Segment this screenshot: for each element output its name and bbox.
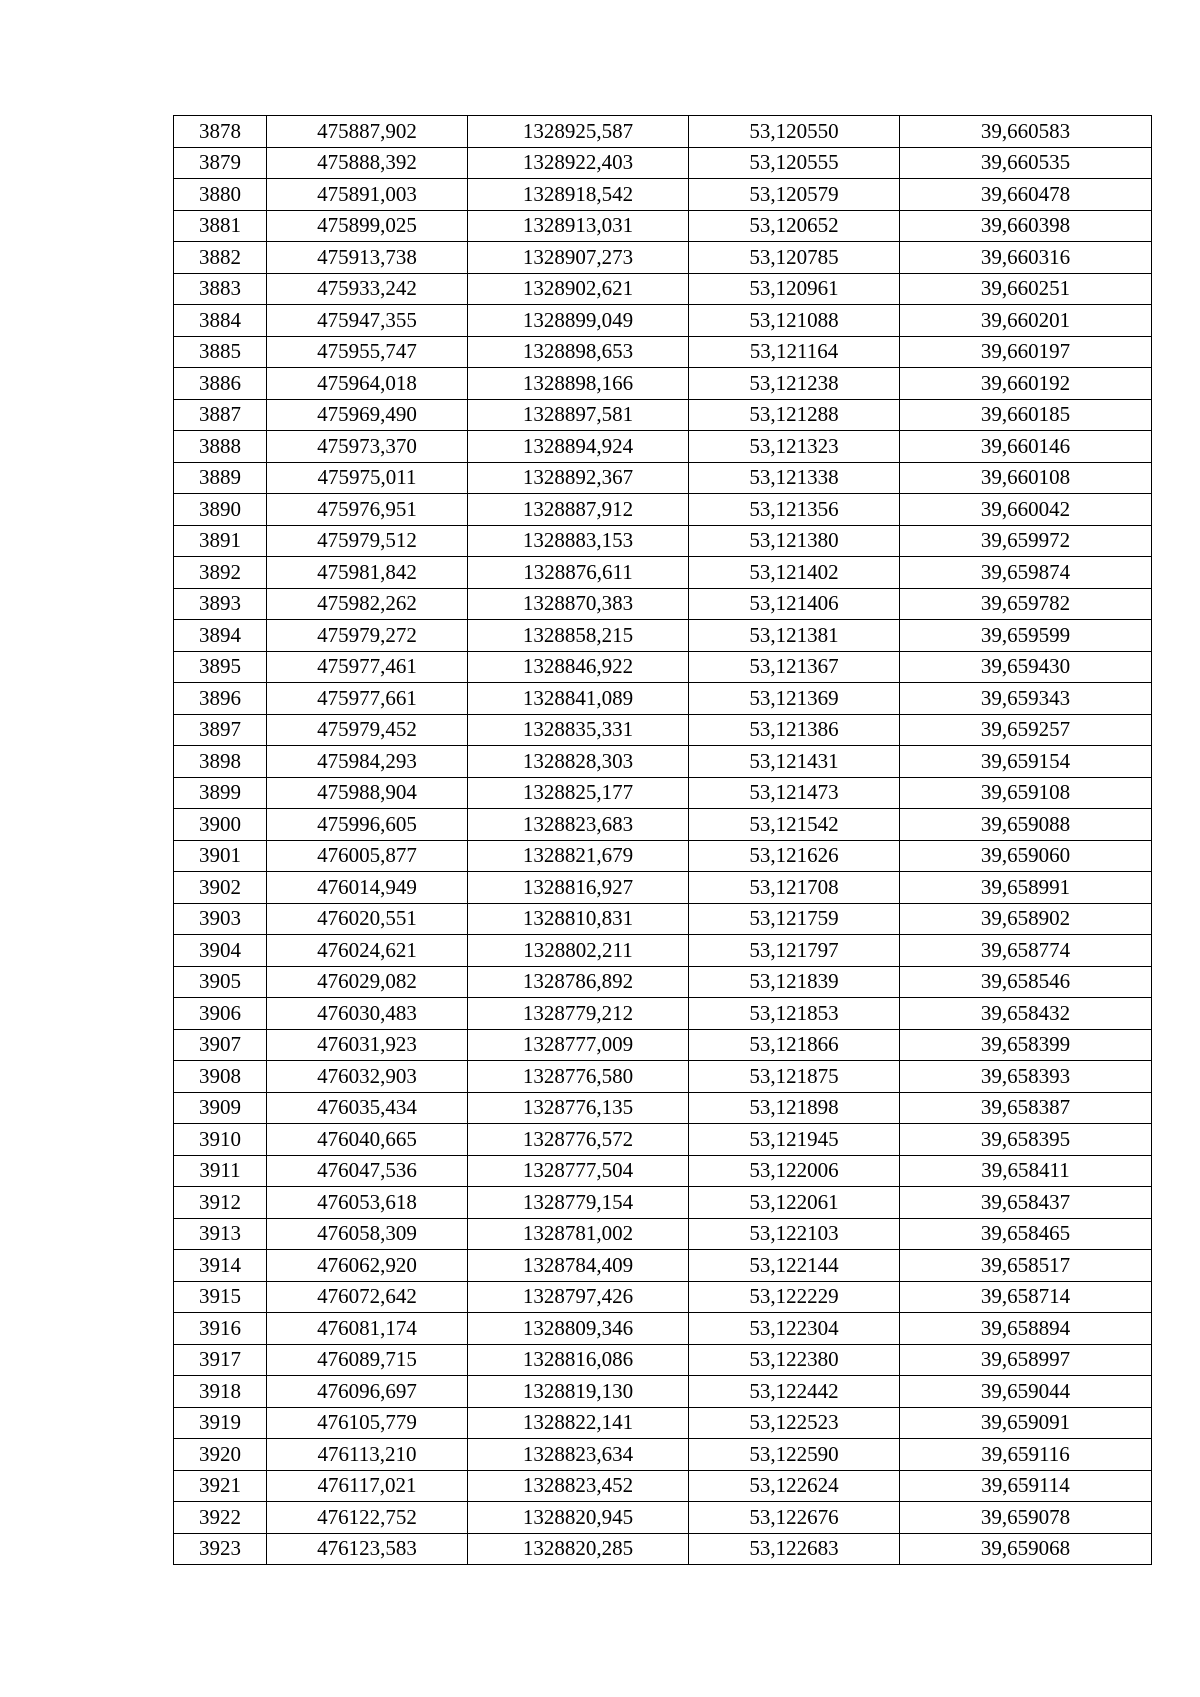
- y-coordinate-cell: 1328913,031: [468, 210, 689, 242]
- x-coordinate-cell: 476122,752: [267, 1502, 468, 1534]
- latitude-cell: 53,121853: [689, 998, 900, 1030]
- x-coordinate-cell: 475979,452: [267, 714, 468, 746]
- latitude-cell: 53,122676: [689, 1502, 900, 1534]
- x-coordinate-cell: 475888,392: [267, 147, 468, 179]
- y-coordinate-cell: 1328776,135: [468, 1092, 689, 1124]
- x-coordinate-cell: 475955,747: [267, 336, 468, 368]
- coordinates-table-body: [174, 116, 1152, 1565]
- table-row: [174, 1439, 1152, 1471]
- x-coordinate-cell: 476040,665: [267, 1124, 468, 1156]
- point-number-cell: 3907: [174, 1029, 267, 1061]
- latitude-cell: 53,120961: [689, 273, 900, 305]
- table-row: [174, 935, 1152, 967]
- x-coordinate-cell: 475982,262: [267, 588, 468, 620]
- x-coordinate-cell: 475988,904: [267, 777, 468, 809]
- point-number-cell: 3906: [174, 998, 267, 1030]
- latitude-cell: 53,122683: [689, 1533, 900, 1565]
- latitude-cell: 53,120550: [689, 116, 900, 148]
- point-number-cell: 3910: [174, 1124, 267, 1156]
- point-number-cell: 3908: [174, 1061, 267, 1093]
- longitude-cell: 39,660192: [900, 368, 1152, 400]
- y-coordinate-cell: 1328819,130: [468, 1376, 689, 1408]
- table-row: [174, 1092, 1152, 1124]
- latitude-cell: 53,122229: [689, 1281, 900, 1313]
- point-number-cell: 3914: [174, 1250, 267, 1282]
- latitude-cell: 53,120785: [689, 242, 900, 274]
- table-row: [174, 336, 1152, 368]
- longitude-cell: 39,658714: [900, 1281, 1152, 1313]
- point-number-cell: 3883: [174, 273, 267, 305]
- x-coordinate-cell: 475996,605: [267, 809, 468, 841]
- y-coordinate-cell: 1328907,273: [468, 242, 689, 274]
- latitude-cell: 53,120579: [689, 179, 900, 211]
- y-coordinate-cell: 1328846,922: [468, 651, 689, 683]
- point-number-cell: 3912: [174, 1187, 267, 1219]
- table-row: [174, 1187, 1152, 1219]
- y-coordinate-cell: 1328776,580: [468, 1061, 689, 1093]
- table-row: [174, 840, 1152, 872]
- y-coordinate-cell: 1328816,086: [468, 1344, 689, 1376]
- table-row: [174, 1470, 1152, 1502]
- table-row: [174, 242, 1152, 274]
- longitude-cell: 39,660108: [900, 462, 1152, 494]
- longitude-cell: 39,659782: [900, 588, 1152, 620]
- table-row: [174, 651, 1152, 683]
- y-coordinate-cell: 1328823,452: [468, 1470, 689, 1502]
- x-coordinate-cell: 476031,923: [267, 1029, 468, 1061]
- x-coordinate-cell: 476062,920: [267, 1250, 468, 1282]
- x-coordinate-cell: 476053,618: [267, 1187, 468, 1219]
- longitude-cell: 39,658432: [900, 998, 1152, 1030]
- y-coordinate-cell: 1328779,212: [468, 998, 689, 1030]
- point-number-cell: 3880: [174, 179, 267, 211]
- latitude-cell: 53,121323: [689, 431, 900, 463]
- point-number-cell: 3888: [174, 431, 267, 463]
- longitude-cell: 39,659114: [900, 1470, 1152, 1502]
- latitude-cell: 53,121945: [689, 1124, 900, 1156]
- y-coordinate-cell: 1328786,892: [468, 966, 689, 998]
- point-number-cell: 3913: [174, 1218, 267, 1250]
- longitude-cell: 39,660197: [900, 336, 1152, 368]
- table-row: [174, 620, 1152, 652]
- latitude-cell: 53,121473: [689, 777, 900, 809]
- longitude-cell: 39,658546: [900, 966, 1152, 998]
- longitude-cell: 39,659078: [900, 1502, 1152, 1534]
- x-coordinate-cell: 476117,021: [267, 1470, 468, 1502]
- x-coordinate-cell: 475977,661: [267, 683, 468, 715]
- x-coordinate-cell: 475969,490: [267, 399, 468, 431]
- longitude-cell: 39,658465: [900, 1218, 1152, 1250]
- point-number-cell: 3909: [174, 1092, 267, 1124]
- longitude-cell: 39,660185: [900, 399, 1152, 431]
- point-number-cell: 3889: [174, 462, 267, 494]
- y-coordinate-cell: 1328823,634: [468, 1439, 689, 1471]
- x-coordinate-cell: 476058,309: [267, 1218, 468, 1250]
- latitude-cell: 53,122624: [689, 1470, 900, 1502]
- y-coordinate-cell: 1328894,924: [468, 431, 689, 463]
- x-coordinate-cell: 476024,621: [267, 935, 468, 967]
- point-number-cell: 3903: [174, 903, 267, 935]
- y-coordinate-cell: 1328835,331: [468, 714, 689, 746]
- point-number-cell: 3892: [174, 557, 267, 589]
- longitude-cell: 39,659060: [900, 840, 1152, 872]
- point-number-cell: 3882: [174, 242, 267, 274]
- y-coordinate-cell: 1328809,346: [468, 1313, 689, 1345]
- point-number-cell: 3886: [174, 368, 267, 400]
- latitude-cell: 53,121369: [689, 683, 900, 715]
- table-row: [174, 714, 1152, 746]
- point-number-cell: 3896: [174, 683, 267, 715]
- latitude-cell: 53,121839: [689, 966, 900, 998]
- x-coordinate-cell: 475933,242: [267, 273, 468, 305]
- longitude-cell: 39,659874: [900, 557, 1152, 589]
- y-coordinate-cell: 1328816,927: [468, 872, 689, 904]
- table-row: [174, 1029, 1152, 1061]
- latitude-cell: 53,121406: [689, 588, 900, 620]
- latitude-cell: 53,121866: [689, 1029, 900, 1061]
- point-number-cell: 3895: [174, 651, 267, 683]
- x-coordinate-cell: 476113,210: [267, 1439, 468, 1471]
- longitude-cell: 39,660042: [900, 494, 1152, 526]
- x-coordinate-cell: 475979,272: [267, 620, 468, 652]
- latitude-cell: 53,121381: [689, 620, 900, 652]
- latitude-cell: 53,121338: [689, 462, 900, 494]
- x-coordinate-cell: 476072,642: [267, 1281, 468, 1313]
- point-number-cell: 3902: [174, 872, 267, 904]
- point-number-cell: 3881: [174, 210, 267, 242]
- y-coordinate-cell: 1328825,177: [468, 777, 689, 809]
- y-coordinate-cell: 1328777,009: [468, 1029, 689, 1061]
- longitude-cell: 39,658437: [900, 1187, 1152, 1219]
- x-coordinate-cell: 476123,583: [267, 1533, 468, 1565]
- longitude-cell: 39,660146: [900, 431, 1152, 463]
- longitude-cell: 39,658393: [900, 1061, 1152, 1093]
- x-coordinate-cell: 475981,842: [267, 557, 468, 589]
- point-number-cell: 3884: [174, 305, 267, 337]
- y-coordinate-cell: 1328887,912: [468, 494, 689, 526]
- longitude-cell: 39,659088: [900, 809, 1152, 841]
- point-number-cell: 3918: [174, 1376, 267, 1408]
- longitude-cell: 39,659972: [900, 525, 1152, 557]
- y-coordinate-cell: 1328820,285: [468, 1533, 689, 1565]
- latitude-cell: 53,121367: [689, 651, 900, 683]
- y-coordinate-cell: 1328918,542: [468, 179, 689, 211]
- table-row: [174, 903, 1152, 935]
- table-row: [174, 1376, 1152, 1408]
- y-coordinate-cell: 1328784,409: [468, 1250, 689, 1282]
- point-number-cell: 3890: [174, 494, 267, 526]
- latitude-cell: 53,121238: [689, 368, 900, 400]
- x-coordinate-cell: 476029,082: [267, 966, 468, 998]
- latitude-cell: 53,121708: [689, 872, 900, 904]
- x-coordinate-cell: 475964,018: [267, 368, 468, 400]
- latitude-cell: 53,121386: [689, 714, 900, 746]
- latitude-cell: 53,121402: [689, 557, 900, 589]
- table-row: [174, 116, 1152, 148]
- y-coordinate-cell: 1328802,211: [468, 935, 689, 967]
- latitude-cell: 53,120555: [689, 147, 900, 179]
- point-number-cell: 3879: [174, 147, 267, 179]
- point-number-cell: 3920: [174, 1439, 267, 1471]
- latitude-cell: 53,122006: [689, 1155, 900, 1187]
- table-row: [174, 210, 1152, 242]
- longitude-cell: 39,659599: [900, 620, 1152, 652]
- point-number-cell: 3922: [174, 1502, 267, 1534]
- x-coordinate-cell: 475891,003: [267, 179, 468, 211]
- latitude-cell: 53,121875: [689, 1061, 900, 1093]
- latitude-cell: 53,121356: [689, 494, 900, 526]
- latitude-cell: 53,122061: [689, 1187, 900, 1219]
- table-row: [174, 273, 1152, 305]
- point-number-cell: 3898: [174, 746, 267, 778]
- latitude-cell: 53,122590: [689, 1439, 900, 1471]
- y-coordinate-cell: 1328781,002: [468, 1218, 689, 1250]
- x-coordinate-cell: 475984,293: [267, 746, 468, 778]
- table-row: [174, 683, 1152, 715]
- table-row: [174, 147, 1152, 179]
- table-row: [174, 494, 1152, 526]
- x-coordinate-cell: 476096,697: [267, 1376, 468, 1408]
- y-coordinate-cell: 1328899,049: [468, 305, 689, 337]
- point-number-cell: 3885: [174, 336, 267, 368]
- y-coordinate-cell: 1328876,611: [468, 557, 689, 589]
- point-number-cell: 3917: [174, 1344, 267, 1376]
- y-coordinate-cell: 1328841,089: [468, 683, 689, 715]
- point-number-cell: 3921: [174, 1470, 267, 1502]
- table-row: [174, 557, 1152, 589]
- x-coordinate-cell: 476032,903: [267, 1061, 468, 1093]
- x-coordinate-cell: 476081,174: [267, 1313, 468, 1345]
- longitude-cell: 39,658411: [900, 1155, 1152, 1187]
- x-coordinate-cell: 475976,951: [267, 494, 468, 526]
- x-coordinate-cell: 476105,779: [267, 1407, 468, 1439]
- x-coordinate-cell: 475973,370: [267, 431, 468, 463]
- latitude-cell: 53,121380: [689, 525, 900, 557]
- longitude-cell: 39,659154: [900, 746, 1152, 778]
- longitude-cell: 39,659430: [900, 651, 1152, 683]
- longitude-cell: 39,660478: [900, 179, 1152, 211]
- table-row: [174, 588, 1152, 620]
- table-row: [174, 1313, 1152, 1345]
- y-coordinate-cell: 1328776,572: [468, 1124, 689, 1156]
- point-number-cell: 3916: [174, 1313, 267, 1345]
- table-row: [174, 368, 1152, 400]
- table-row: [174, 1533, 1152, 1565]
- latitude-cell: 53,122103: [689, 1218, 900, 1250]
- x-coordinate-cell: 475899,025: [267, 210, 468, 242]
- table-row: [174, 462, 1152, 494]
- y-coordinate-cell: 1328897,581: [468, 399, 689, 431]
- point-number-cell: 3893: [174, 588, 267, 620]
- table-row: [174, 966, 1152, 998]
- x-coordinate-cell: 476047,536: [267, 1155, 468, 1187]
- y-coordinate-cell: 1328898,166: [468, 368, 689, 400]
- latitude-cell: 53,120652: [689, 210, 900, 242]
- point-number-cell: 3901: [174, 840, 267, 872]
- point-number-cell: 3904: [174, 935, 267, 967]
- point-number-cell: 3891: [174, 525, 267, 557]
- y-coordinate-cell: 1328810,831: [468, 903, 689, 935]
- table-row: [174, 305, 1152, 337]
- y-coordinate-cell: 1328797,426: [468, 1281, 689, 1313]
- x-coordinate-cell: 476030,483: [267, 998, 468, 1030]
- x-coordinate-cell: 476035,434: [267, 1092, 468, 1124]
- table-row: [174, 1281, 1152, 1313]
- table-row: [174, 1218, 1152, 1250]
- longitude-cell: 39,658997: [900, 1344, 1152, 1376]
- longitude-cell: 39,659108: [900, 777, 1152, 809]
- latitude-cell: 53,121088: [689, 305, 900, 337]
- x-coordinate-cell: 476014,949: [267, 872, 468, 904]
- table-row: [174, 1502, 1152, 1534]
- longitude-cell: 39,659091: [900, 1407, 1152, 1439]
- longitude-cell: 39,659343: [900, 683, 1152, 715]
- table-row: [174, 809, 1152, 841]
- y-coordinate-cell: 1328828,303: [468, 746, 689, 778]
- point-number-cell: 3915: [174, 1281, 267, 1313]
- y-coordinate-cell: 1328823,683: [468, 809, 689, 841]
- longitude-cell: 39,660398: [900, 210, 1152, 242]
- x-coordinate-cell: 475947,355: [267, 305, 468, 337]
- x-coordinate-cell: 475977,461: [267, 651, 468, 683]
- longitude-cell: 39,658395: [900, 1124, 1152, 1156]
- y-coordinate-cell: 1328898,653: [468, 336, 689, 368]
- latitude-cell: 53,121759: [689, 903, 900, 935]
- x-coordinate-cell: 475913,738: [267, 242, 468, 274]
- table-row: [174, 1061, 1152, 1093]
- longitude-cell: 39,658991: [900, 872, 1152, 904]
- y-coordinate-cell: 1328883,153: [468, 525, 689, 557]
- y-coordinate-cell: 1328858,215: [468, 620, 689, 652]
- latitude-cell: 53,122523: [689, 1407, 900, 1439]
- longitude-cell: 39,660583: [900, 116, 1152, 148]
- point-number-cell: 3923: [174, 1533, 267, 1565]
- table-row: [174, 1155, 1152, 1187]
- y-coordinate-cell: 1328902,621: [468, 273, 689, 305]
- y-coordinate-cell: 1328821,679: [468, 840, 689, 872]
- x-coordinate-cell: 476020,551: [267, 903, 468, 935]
- y-coordinate-cell: 1328777,504: [468, 1155, 689, 1187]
- x-coordinate-cell: 475979,512: [267, 525, 468, 557]
- table-row: [174, 1124, 1152, 1156]
- y-coordinate-cell: 1328870,383: [468, 588, 689, 620]
- table-row: [174, 1344, 1152, 1376]
- y-coordinate-cell: 1328779,154: [468, 1187, 689, 1219]
- table-row: [174, 872, 1152, 904]
- longitude-cell: 39,660535: [900, 147, 1152, 179]
- latitude-cell: 53,122144: [689, 1250, 900, 1282]
- point-number-cell: 3919: [174, 1407, 267, 1439]
- table-row: [174, 525, 1152, 557]
- latitude-cell: 53,121626: [689, 840, 900, 872]
- y-coordinate-cell: 1328822,141: [468, 1407, 689, 1439]
- longitude-cell: 39,659068: [900, 1533, 1152, 1565]
- table-row: [174, 746, 1152, 778]
- y-coordinate-cell: 1328892,367: [468, 462, 689, 494]
- latitude-cell: 53,122304: [689, 1313, 900, 1345]
- table-row: [174, 179, 1152, 211]
- longitude-cell: 39,659257: [900, 714, 1152, 746]
- table-row: [174, 777, 1152, 809]
- x-coordinate-cell: 476089,715: [267, 1344, 468, 1376]
- x-coordinate-cell: 475887,902: [267, 116, 468, 148]
- table-row: [174, 1250, 1152, 1282]
- latitude-cell: 53,121431: [689, 746, 900, 778]
- longitude-cell: 39,659044: [900, 1376, 1152, 1408]
- point-number-cell: 3894: [174, 620, 267, 652]
- table-row: [174, 431, 1152, 463]
- longitude-cell: 39,658399: [900, 1029, 1152, 1061]
- y-coordinate-cell: 1328925,587: [468, 116, 689, 148]
- latitude-cell: 53,122380: [689, 1344, 900, 1376]
- latitude-cell: 53,122442: [689, 1376, 900, 1408]
- longitude-cell: 39,659116: [900, 1439, 1152, 1471]
- latitude-cell: 53,121797: [689, 935, 900, 967]
- point-number-cell: 3899: [174, 777, 267, 809]
- coordinates-table: [173, 115, 1152, 1565]
- table-row: [174, 399, 1152, 431]
- x-coordinate-cell: 475975,011: [267, 462, 468, 494]
- point-number-cell: 3900: [174, 809, 267, 841]
- latitude-cell: 53,121164: [689, 336, 900, 368]
- latitude-cell: 53,121288: [689, 399, 900, 431]
- latitude-cell: 53,121542: [689, 809, 900, 841]
- longitude-cell: 39,658774: [900, 935, 1152, 967]
- table-row: [174, 1407, 1152, 1439]
- point-number-cell: 3911: [174, 1155, 267, 1187]
- point-number-cell: 3905: [174, 966, 267, 998]
- longitude-cell: 39,660251: [900, 273, 1152, 305]
- point-number-cell: 3887: [174, 399, 267, 431]
- x-coordinate-cell: 476005,877: [267, 840, 468, 872]
- latitude-cell: 53,121898: [689, 1092, 900, 1124]
- longitude-cell: 39,658894: [900, 1313, 1152, 1345]
- y-coordinate-cell: 1328820,945: [468, 1502, 689, 1534]
- longitude-cell: 39,660201: [900, 305, 1152, 337]
- point-number-cell: 3878: [174, 116, 267, 148]
- table-row: [174, 998, 1152, 1030]
- y-coordinate-cell: 1328922,403: [468, 147, 689, 179]
- longitude-cell: 39,658902: [900, 903, 1152, 935]
- longitude-cell: 39,658387: [900, 1092, 1152, 1124]
- longitude-cell: 39,658517: [900, 1250, 1152, 1282]
- longitude-cell: 39,660316: [900, 242, 1152, 274]
- point-number-cell: 3897: [174, 714, 267, 746]
